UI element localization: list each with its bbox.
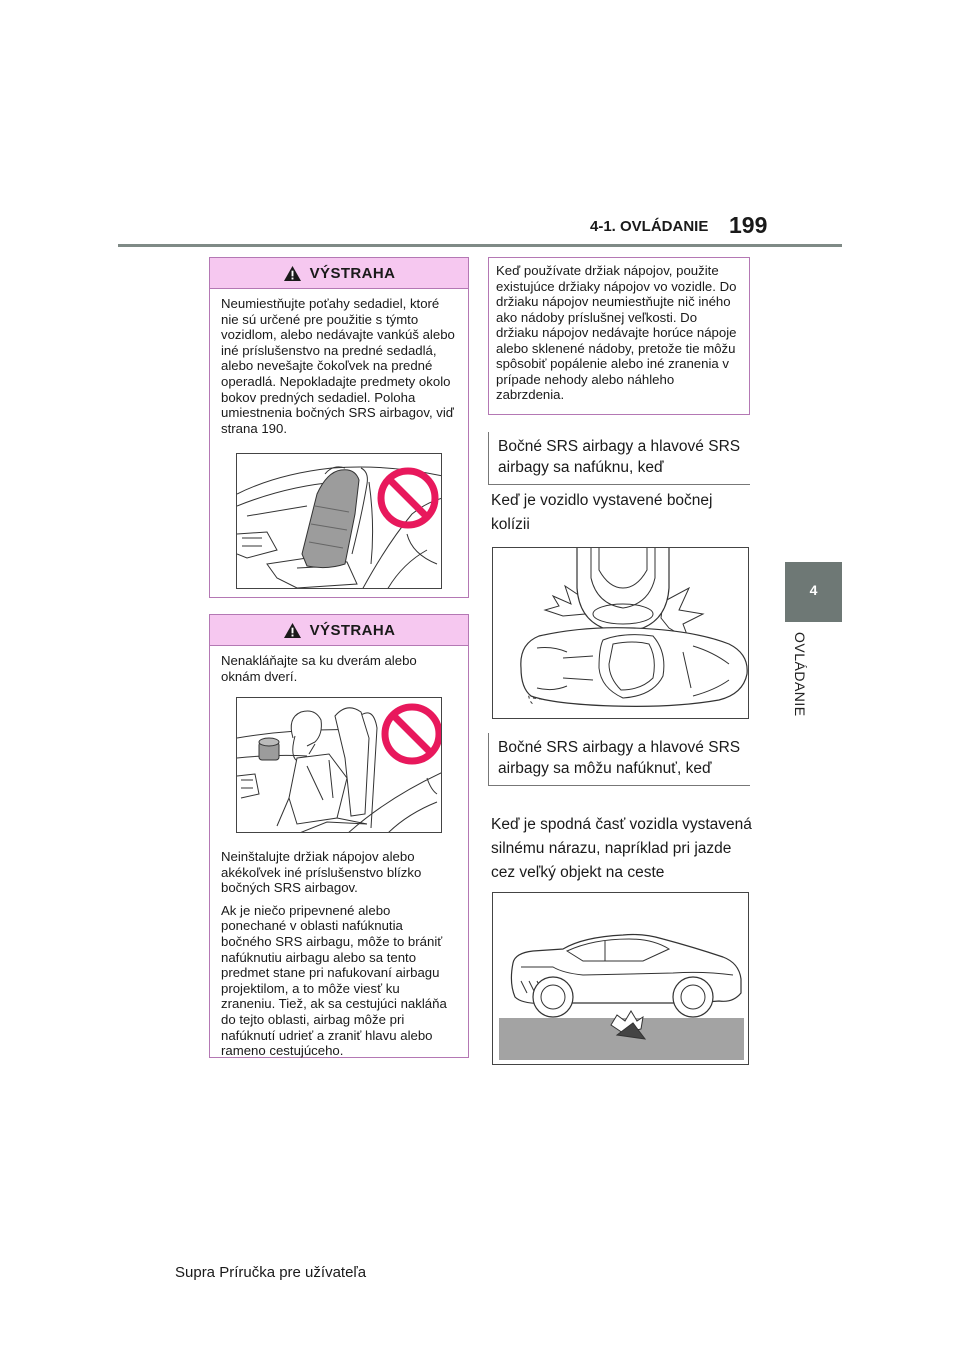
warning-text-accessories: Neinštalujte držiak nápojov alebo akékoľvek iné príslušenstvo blízko bočných SRS airbagov.	[221, 849, 422, 896]
warning-title: VÝSTRAHA	[309, 264, 396, 282]
chapter-number: 4	[809, 582, 818, 598]
warning-title: VÝSTRAHA	[309, 621, 396, 639]
warning-triangle-icon	[283, 265, 302, 282]
warning-header	[210, 615, 468, 646]
warning-triangle-icon	[283, 622, 302, 639]
side-collision-illustration	[492, 547, 749, 719]
warning-header	[210, 258, 468, 289]
condition-body-side-collision: Keď je vozidlo vystavené bočnej kolízii	[491, 492, 713, 533]
chapter-label: OVLÁDANIE	[792, 632, 808, 717]
warning-box-doors	[209, 614, 469, 1058]
warning-text-block	[210, 842, 468, 1066]
warning-text-consequence: Ak je niečo pripevnené alebo ponechané v oblasti nafúknutia bočného SRS airbagu, môže to brániť nafúknutiu airbagu alebo sa tento predmet stane pri nafukovaní airbagu projektilom, a to môže viesť ku zraneniu. Tiež, ak sa cestujúci nakláňa do tejto oblasti, airbag môže pri nafúknutí udrieť a zraniť hlavu alebo rameno cestujúceho.	[221, 902, 447, 1059]
chapter-tab	[785, 562, 842, 622]
warning-text-block	[210, 646, 468, 684]
warning-text: Neumiestňujte poťahy sedadiel, ktoré nie sú určené pre použitie s týmto vozidlom, alebo nedávajte vankúš alebo iné príslušenstvo na predné sedadlá, alebo nevešajte čokoľvek na predné operadlá. Nepokladajte predmety okolo bokov predných sedadiel. Poloha umiestnenia bočných SRS airbagov, viď strana 190.	[221, 296, 455, 436]
header-divider	[118, 244, 842, 247]
page-number: 199	[729, 212, 768, 238]
condition-heading-may-inflate: Bočné SRS airbagy a hlavové SRS airbagy sa môžu nafúknuť, keď	[488, 733, 750, 786]
section-title: 4-1. OVLÁDANIE	[590, 218, 709, 235]
leaning-passenger-illustration	[236, 697, 442, 833]
warning-text-lean: Nenakláňajte sa ku dverám alebo oknám dverí.	[221, 653, 417, 684]
cup-holder-note: Keď používate držiak nápojov, použite existujúce držiaky nápojov vo vozidle. Do držiaku nápojov neumiestňujte nič iného ako nádoby príslušnej veľkosti. Do držiaku nápojov nedávajte horúce nápoje alebo sklenené nádoby, pretože tie môžu spôsobiť popálenie alebo iné zranenia v prípade nehody alebo náhleho zabrzdenia.	[488, 257, 750, 415]
footer-manual-title: Supra Príručka pre užívateľa	[175, 1264, 367, 1281]
condition-body-underbody-impact: Keď je spodná časť vozidla vystavená silnému nárazu, napríklad pri jazde cez veľký objekt na ceste	[491, 816, 752, 881]
underbody-impact-illustration	[492, 892, 749, 1065]
seat-cover-illustration	[236, 453, 442, 589]
condition-heading-inflate: Bočné SRS airbagy a hlavové SRS airbagy sa nafúknu, keď	[488, 432, 750, 485]
